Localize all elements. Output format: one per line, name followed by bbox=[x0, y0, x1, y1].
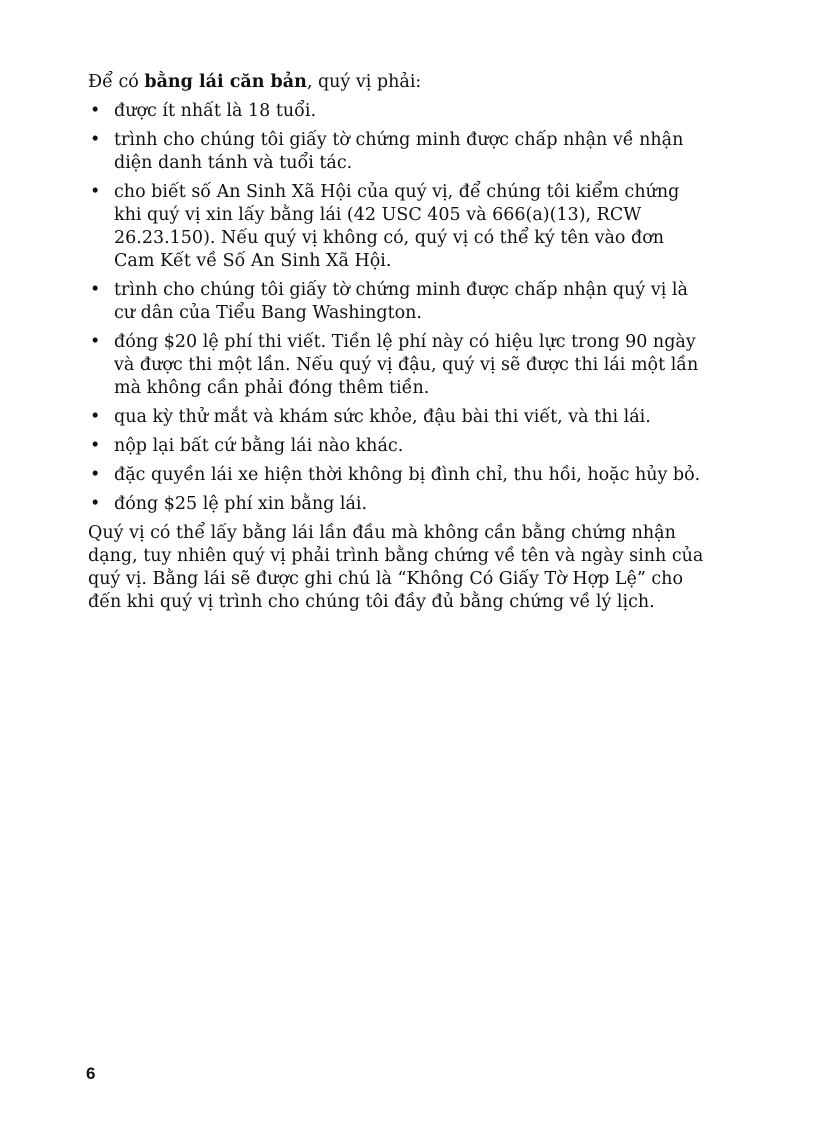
list-item bbox=[88, 100, 708, 123]
bullet-icon: • bbox=[90, 436, 101, 456]
list-item-text: đặc quyền lái xe hiện thời không bị đình chỉ, thu hồi, hoặc hủy bỏ. bbox=[114, 465, 701, 485]
intro-paragraph bbox=[88, 71, 708, 94]
list-item-text: trình cho chúng tôi giấy tờ chứng minh được chấp nhận về nhận diện danh tánh và tuổi tác. bbox=[114, 130, 684, 173]
page-number: 6 bbox=[86, 1064, 96, 1083]
list-item bbox=[88, 279, 708, 325]
bullet-icon: • bbox=[90, 182, 101, 202]
bullet-icon: • bbox=[90, 130, 101, 150]
list-item bbox=[88, 493, 708, 516]
list-item-text: cho biết số An Sinh Xã Hội của quý vị, để chúng tôi kiểm chứng khi quý vị xin lấy bằng lái (42 USC 405 và 666(a)(13), RCW 26.23.150). Nếu quý vị không có, quý vị có thể ký tên vào đơn Cam Kết về Số An Sinh Xã Hội. bbox=[114, 182, 680, 271]
bullet-icon: • bbox=[90, 332, 101, 352]
list-item-text: trình cho chúng tôi giấy tờ chứng minh được chấp nhận quý vị là cư dân của Tiểu Bang Washington. bbox=[114, 280, 688, 323]
bullet-icon: • bbox=[90, 407, 101, 427]
closing-paragraph: Quý vị có thể lấy bằng lái lần đầu mà không cần bằng chứng nhận dạng, tuy nhiên quý vị phải trình bằng chứng về tên và ngày sinh của quý vị. Bằng lái sẽ được ghi chú là “Không Có Giấy Tờ Hợp Lệ” cho đến khi quý vị trình cho chúng tôi đầy đủ bằng chứng về lý lịch. bbox=[88, 523, 704, 612]
list-item bbox=[88, 181, 708, 273]
list-item bbox=[88, 406, 708, 429]
intro-prefix: Để có bbox=[88, 72, 145, 92]
list-item bbox=[88, 331, 708, 400]
bullet-icon: • bbox=[90, 101, 101, 121]
list-item bbox=[88, 464, 708, 487]
bullet-icon: • bbox=[90, 465, 101, 485]
requirements-list bbox=[88, 100, 708, 516]
bullet-icon: • bbox=[90, 280, 101, 300]
list-item-text: qua kỳ thử mắt và khám sức khỏe, đậu bài thi viết, và thi lái. bbox=[114, 407, 651, 427]
list-item-text: nộp lại bất cứ bằng lái nào khác. bbox=[114, 436, 404, 456]
list-item-text: được ít nhất là 18 tuổi. bbox=[114, 101, 317, 121]
list-item bbox=[88, 435, 708, 458]
list-item bbox=[88, 129, 708, 175]
page-content bbox=[88, 71, 708, 614]
list-item-text: đóng $25 lệ phí xin bằng lái. bbox=[114, 494, 368, 514]
intro-bold-term: bằng lái căn bản bbox=[144, 72, 307, 92]
intro-suffix: , quý vị phải: bbox=[306, 72, 422, 92]
bullet-icon: • bbox=[90, 494, 101, 514]
list-item-text: đóng $20 lệ phí thi viết. Tiền lệ phí này có hiệu lực trong 90 ngày và được thi một lần. Nếu quý vị đậu, quý vị sẽ được thi lái một lần mà không cần phải đóng thêm tiền. bbox=[114, 332, 699, 398]
